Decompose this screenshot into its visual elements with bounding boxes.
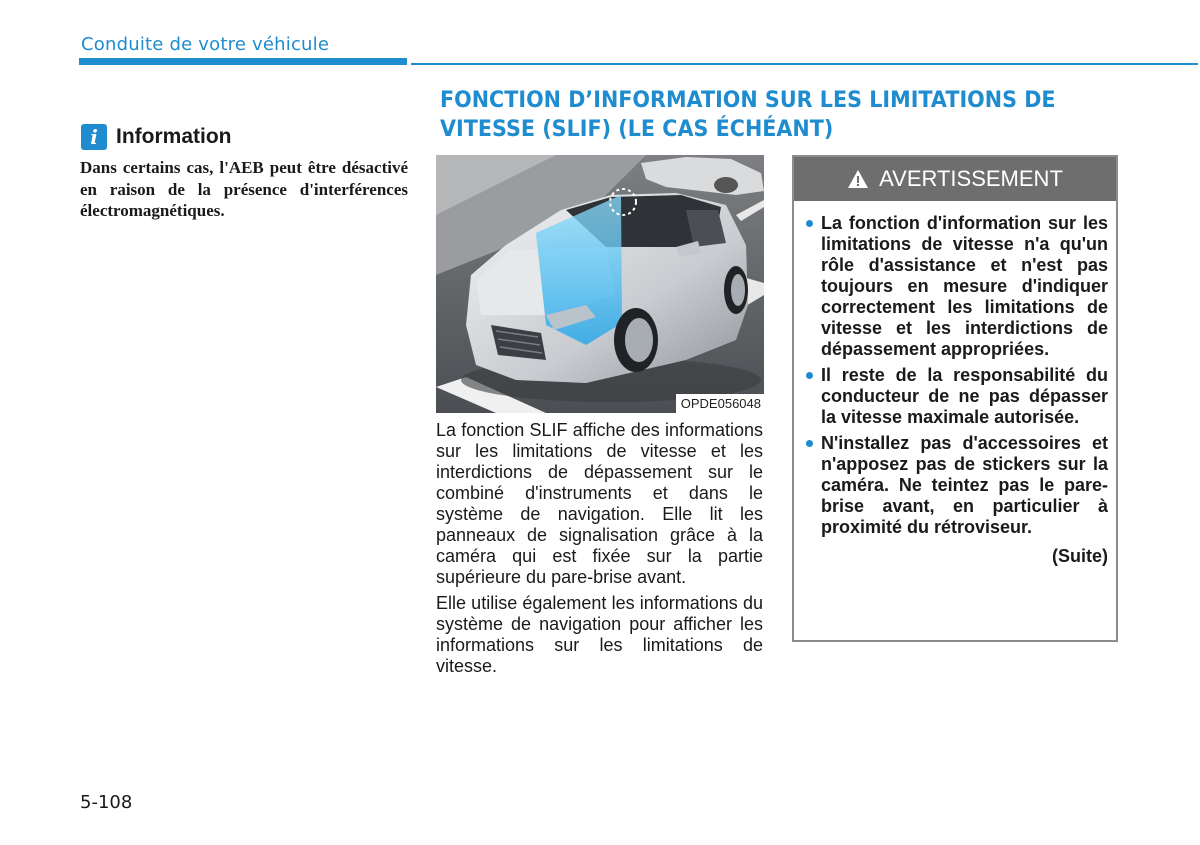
section-title-line-2: VITESSE (SLIF) (LE CAS ÉCHÉANT)	[440, 116, 834, 142]
warning-item-text: N'installez pas d'accessoires et n'apposez pas de stickers sur la caméra. Ne teintez pas le pare-brise avant, en particulier à proximité du rétroviseur.	[821, 433, 1108, 537]
info-icon: i	[81, 124, 107, 150]
warning-list	[794, 201, 1116, 538]
page-number: 5-108	[80, 792, 133, 813]
warning-item-text: Il reste de la responsabilité du conducteur de ne pas dépasser la vitesse maximale autorisée.	[821, 365, 1108, 427]
information-title: Information	[116, 125, 232, 148]
running-header: Conduite de votre véhicule	[81, 34, 330, 55]
car-camera-illustration	[436, 155, 764, 413]
information-text: Dans certains cas, l'AEB peut être désactivé en raison de la présence d'interférences électromagnétiques.	[80, 158, 408, 220]
warning-triangle-icon	[847, 169, 869, 189]
warning-continued: (Suite)	[1052, 546, 1108, 566]
warning-box	[792, 155, 1118, 642]
information-heading	[81, 124, 232, 150]
warning-header	[794, 157, 1116, 201]
section-title-line-1: FONCTION D’INFORMATION SUR LES LIMITATIONS DE	[440, 87, 1056, 113]
section-title	[440, 86, 1084, 144]
warning-item	[806, 365, 1108, 428]
figure-caption: OPDE056048	[676, 394, 764, 413]
warning-title: AVERTISSEMENT	[879, 166, 1063, 191]
body-text	[436, 420, 763, 677]
warning-item	[806, 213, 1108, 360]
warning-item	[806, 433, 1108, 538]
warning-item-text: La fonction d'information sur les limitations de vitesse n'a qu'un rôle d'assistance et n'est pas toujours en mesure d'indiquer correctement les limitations de vitesse et les interdictions de dépassement appropriées.	[821, 213, 1108, 359]
bullet-icon	[806, 372, 813, 379]
header-rule-left	[79, 58, 407, 65]
car-illustration-svg	[436, 155, 764, 413]
header-rule-right	[411, 63, 1198, 65]
bullet-icon	[806, 440, 813, 447]
body-paragraph-2: Elle utilise également les informations du système de navigation pour afficher les informations sur les limitations de vitesse.	[436, 593, 763, 676]
body-paragraph-1: La fonction SLIF affiche des informations sur les limitations de vitesse et les interdictions de dépassement sur le combiné d'instruments et dans le système de navigation. Elle lit les panneaux de signalisation grâce à la caméra qui est fixée sur la partie supérieure du pare-brise avant.	[436, 420, 763, 587]
bullet-icon	[806, 220, 813, 227]
